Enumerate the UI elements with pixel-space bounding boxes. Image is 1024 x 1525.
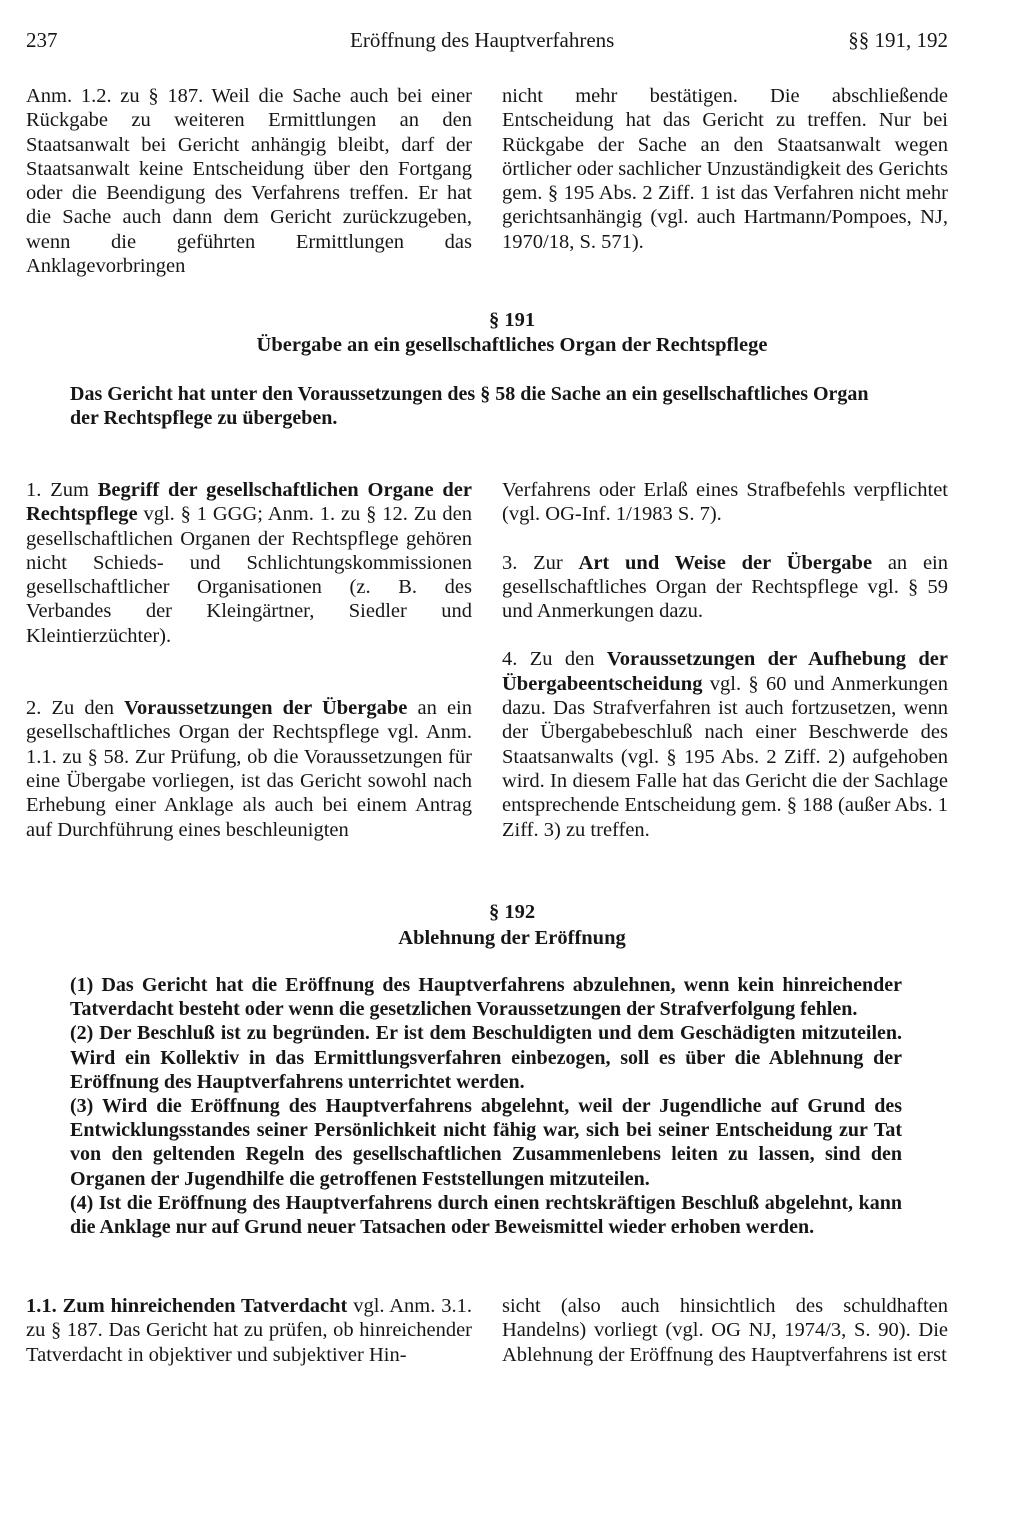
note-191-2-continued: Verfahrens oder Erlaß eines Strafbefehls verpflichtet (vgl. OG-Inf. 1/1983 S. 7).: [502, 479, 948, 526]
section-191-left-column: [26, 478, 472, 842]
page-header: [26, 28, 948, 56]
intro-right-text: nicht mehr bestätigen. Die abschließende Entscheidung hat das Gericht zu treffen. Nur bei Rückgabe der Sache an den Staatsanwalt wegen örtlicher oder sachlicher Unzuständigkeit des Gerichts gem. § 195 Abs. 2 Ziff. 1 ist das Verfahren nicht mehr gerichtsanhängig (vgl. auch Hartmann/Pompoes, NJ, 1970/18, S. 571).: [502, 85, 948, 253]
header-sections: §§ 191, 192: [848, 28, 948, 52]
section-191-number: § 191: [488, 309, 536, 331]
intro-right-column: [502, 84, 948, 254]
note-191-4: 4. Zu den Voraussetzungen der Aufhebung der Übergabeentscheidung vgl. § 60 und Anmerkungen dazu. Das Strafverfahren ist auch fortzusetzen, wenn der Übergabebeschluß nach einer Beschwerde des Staatsanwalts (vgl. § 195 Abs. 2 Ziff. 2) aufgehoben wird. In diesem Falle hat das Gericht die der Sachlage entsprechende Entscheidung gem. § 188 (außer Abs. 1 Ziff. 3) zu treffen.: [502, 648, 949, 841]
section-192-paragraph-2: (2) Der Beschluß ist zu begründen. Er ist dem Beschuldigten und dem Geschädigten mitzuteilen. Wird ein Kollektiv in das Ermittlungsverfahren einbezogen, soll es über die Ablehnung der Eröffnung des Hauptverfahrens unterrichtet werden.: [70, 1022, 902, 1093]
section-192-paragraph-1: (1) Das Gericht hat die Eröffnung des Hauptverfahrens abzulehnen, wenn kein hinreichender Tatverdacht besteht oder wenn die gesetzlichen Voraussetzungen der Strafverfolgung fehlen.: [70, 974, 902, 1021]
note-191-2-term: Voraussetzungen der Übergabe: [124, 697, 408, 720]
section-191-right-column: [502, 478, 948, 842]
section-191-title: Übergabe an ein gesellschaftliches Organ der Rechtspflege: [256, 334, 768, 356]
intro-left-text: Anm. 1.2. zu § 187. Weil die Sache auch bei einer Rückgabe zu weiteren Ermittlungen an den Staatsanwalt bei Gericht anhängig bleibt, darf der Staatsanwalt keine Entscheidung über den Fortgang oder die Beendigung des Verfahrens treffen. Er hat die Sache auch dann dem Gericht zurückzugeben, wenn die geführten Ermittlungen das Anklagevorbringen: [26, 85, 472, 278]
note-191-4-term: Voraussetzungen der Aufhebung der Übergabeentscheidung: [502, 648, 949, 695]
note-192-1-1-number: 1.1. Zum: [26, 1295, 111, 1317]
section-192-number: § 192: [488, 901, 536, 923]
note-192-1-1-continued: sicht (also auch hinsichtlich des schuldhaften Handelns) vorliegt (vgl. OG NJ, 1974/3, S. 90). Die Ablehnung der Eröffnung des Hauptverfahrens ist erst: [502, 1295, 948, 1366]
note-191-3-term: Art und Weise der Übergabe: [578, 551, 873, 574]
note-192-1-1-term: hinreichenden Tatverdacht: [110, 1295, 348, 1317]
note-191-1: 1. Zum Begriff der gesellschaftlichen Organe der Rechtspflege vgl. § 1 GGG; Anm. 1. zu § 12. Zu den gesellschaftlichen Organen der Rechtspflege gehören nicht Schieds- und Schlichtungskommissionen gesellschaftlicher Organisationen (z. B. des Verbandes der Kleingärtner, Siedler und Kleintierzüchter).: [26, 479, 472, 647]
section-192-paragraph-4: (4) Ist die Eröffnung des Hauptverfahrens durch einen rechtskräftigen Beschluß abgelehnt, kann die Anklage nur auf Grund neuer Tatsachen oder Beweismittel wieder erhoben werden.: [70, 1191, 902, 1239]
section-191-law-paragraph: Das Gericht hat unter den Voraussetzungen des § 58 die Sache an ein gesellschaftliches Organ der Rechtspflege zu übergeben.: [70, 383, 869, 430]
section-192-right-column: [502, 1294, 948, 1367]
section-191-law-text: [70, 382, 902, 430]
note-191-2: 2. Zu den Voraussetzungen der Übergabe an ein gesellschaftliches Organ der Rechtspflege vgl. Anm. 1.1. zu § 58. Zur Prüfung, ob die Voraussetzungen für eine Übergabe vorliegen, ist das Gericht sowohl nach Erhebung einer Anklage als auch bei einem Antrag auf Durchführung eines beschleunigten: [26, 697, 472, 841]
running-title: Eröffnung des Hauptverfahrens: [350, 28, 615, 52]
note-191-1-term: Begriff der gesellschaftlichen Organe der Rechtspflege: [26, 479, 472, 526]
note-191-3: 3. Zur Art und Weise der Übergabe an ein gesellschaftliches Organ der Rechtspflege vgl. § 59 und Anmerkungen dazu.: [502, 551, 948, 623]
section-192-title: Ablehnung der Eröffnung: [398, 927, 626, 949]
intro-left-column: [26, 84, 472, 278]
section-192-left-column: [26, 1294, 472, 1367]
section-192-paragraph-3: (3) Wird die Eröffnung des Hauptverfahrens abgelehnt, weil der Jugendliche auf Grund des Entwicklungsstandes seiner Persönlichkeit nicht fähig war, sich bei seiner Entscheidung zur Tat von den geltenden Regeln des gesellschaftlichen Zusammenlebens leiten zu lassen, sind den Organen der Jugendhilfe die getroffenen Feststellungen mitzuteilen.: [70, 1095, 902, 1190]
section-192-law-text: [70, 973, 902, 1239]
page-number: 237: [26, 28, 58, 52]
note-192-1-1: 1.1. Zum hinreichenden Tatverdacht vgl. Anm. 3.1. zu § 187. Das Gericht hat zu prüfen, ob hinreichender Tatverdacht in objektiver und subjektiver Hin-: [26, 1295, 472, 1366]
